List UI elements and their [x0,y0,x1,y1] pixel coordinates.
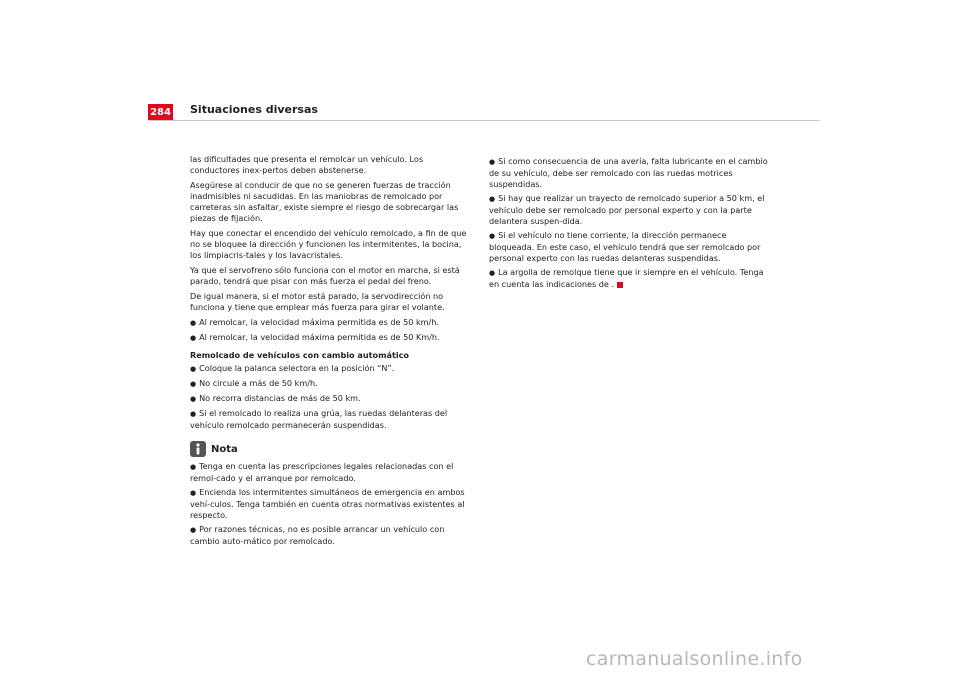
paragraph: las dificultades que presenta el remolcar un vehículo. Los conductores inex-pertos deben abstenerse. [190,154,424,175]
left-column [190,154,470,550]
list-item-text: No circule a más de 50 km/h. [199,378,318,388]
list-item [190,408,470,431]
list-item [489,267,773,290]
bullet-icon: ● [190,365,197,373]
subheading: Remolcado de vehículos con cambio automático [190,350,409,360]
list-item-text: Si el remolcado lo realiza una grúa, las ruedas delanteras del vehículo remolcado permanecerán suspendidas. [190,408,448,430]
list-item-text: Coloque la palanca selectora en la posición “N”. [199,363,395,373]
bullet-icon: ● [190,334,197,342]
list-item [489,156,773,190]
page-header [148,104,820,121]
list-item-text: Si el vehículo no tiene corriente, la dirección permanece bloqueada. En este caso, el vehículo tendrá que ser remolcado por personal experto con las ruedas delanteras suspendidas. [489,230,761,263]
list-item [489,193,773,227]
page-number: 284 [148,104,173,121]
list-item [190,332,470,344]
paragraph: Hay que conectar el encendido del vehículo remolcado, a fin de que no se bloquee la dirección y funcionen los intermitentes, la bocina, los limpiacris-tales y los lavacristales. [190,228,467,260]
list-item [190,461,470,484]
bullet-icon: ● [489,232,496,240]
list-item [190,378,470,390]
list-item-text: Tenga en cuenta las prescripciones legales relacionadas con el remol-cado y el arranque por remolcado. [190,461,454,483]
right-column [489,156,773,293]
bullet-icon: ● [489,158,496,166]
bullet-icon: ● [190,489,197,497]
list-item [190,393,470,405]
bullet-icon: ● [190,463,197,471]
paragraph: Asegúrese al conducir de que no se generen fuerzas de tracción inadmisibles ni sacudidas. En las maniobras de remolcado por carreteras sin asfaltar, existe siempre el riesgo de sobrecargar las piezas de fijación. [190,180,459,223]
list-item-text: Si hay que realizar un trayecto de remolcado superior a 50 km, el vehículo debe ser remolcado por personal experto y con la parte delantera suspen-dida. [489,193,765,226]
list-item-text: Si como consecuencia de una avería, falta lubricante en el cambio de su vehículo, debe ser remolcado con las ruedas motrices suspendidas. [489,156,768,189]
note-title: Nota [211,443,238,455]
bullet-icon: ● [190,380,197,388]
note-icon [190,441,206,457]
list-item [190,487,470,521]
paragraph: De igual manera, si el motor está parado, la servodirección no funciona y tiene que emplear más fuerza para girar el volante. [190,291,445,312]
note-header [190,441,470,457]
list-item-text: Por razones técnicas, no es posible arrancar un vehículo con cambio auto-mático por remolcado. [190,524,445,546]
section-title: Situaciones diversas [190,103,318,116]
list-item [190,317,470,329]
list-item-text: La argolla de remolque tiene que ir siempre en el vehículo. Tenga en cuenta las indicaciones de . [489,267,764,289]
list-item-text: No recorra distancias de más de 50 km. [199,393,361,403]
bullet-icon: ● [190,395,197,403]
list-item [190,363,470,375]
watermark: carmanualsonline.info [586,648,803,670]
end-of-section-icon [617,282,623,288]
list-item-text: Al remolcar, la velocidad máxima permitida es de 50 km/h. [199,317,439,327]
bullet-icon: ● [190,410,197,418]
list-item [489,230,773,264]
list-item-text: Encienda los intermitentes simultáneos de emergencia en ambos vehí-culos. Tenga también en cuenta otras normativas existentes al respecto. [190,487,465,520]
bullet-icon: ● [489,269,496,277]
header-rule [148,120,820,121]
bullet-icon: ● [190,319,197,327]
bullet-icon: ● [190,526,197,534]
bullet-icon: ● [489,195,496,203]
list-item-text: Al remolcar, la velocidad máxima permitida es de 50 Km/h. [199,332,440,342]
list-item [190,524,470,547]
paragraph: Ya que el servofreno sólo funciona con el motor en marcha, si está parado, tendrá que pisar con más fuerza el pedal del freno. [190,265,460,286]
